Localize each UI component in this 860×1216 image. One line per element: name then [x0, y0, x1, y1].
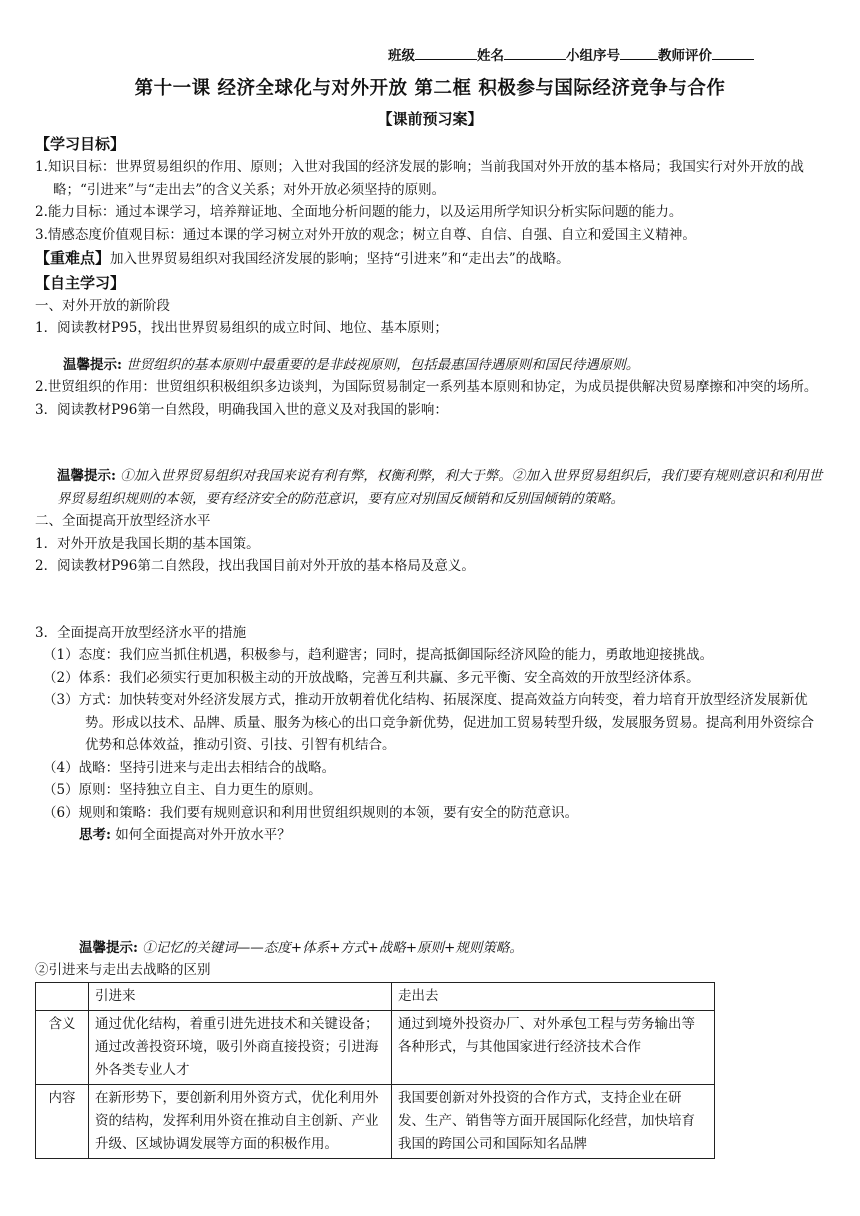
- answer-space[interactable]: [35, 578, 825, 622]
- comparison-table: [35, 982, 715, 1159]
- self-study-heading: 【自主学习】: [35, 273, 126, 292]
- group-blank[interactable]: [620, 45, 658, 60]
- answer-space[interactable]: [35, 340, 825, 354]
- table-row: [36, 1010, 715, 1084]
- table-cell: 在新形势下，要创新利用外资方式，优化利用外资的结构，发挥利用外资在推动自主创新、产业升级、区域协调发展等方面的积极作用。: [89, 1084, 392, 1158]
- teacher-label: 教师评价: [658, 48, 712, 64]
- goal-item: 3.情感态度价值观目标：通过本课的学习树立对外开放的观念；树立自尊、自信、自强、自立和爱国主义精神。: [35, 226, 696, 243]
- table-header-row: [36, 982, 715, 1010]
- row-label: 含义: [36, 1010, 89, 1084]
- key-points-text: 加入世界贸易组织对我国经济发展的影响；坚持“引进来”和“走出去”的战略。: [110, 251, 570, 267]
- tip1-label: 温馨提示:: [63, 356, 122, 373]
- row-label: 内容: [36, 1084, 89, 1158]
- student-info-line: [388, 44, 754, 64]
- name-label: 姓名: [477, 48, 504, 64]
- measure-item: （6）规则和策略：我们要有规则意识和利用世贸组织规则的本领，要有安全的防范意识。: [43, 804, 579, 821]
- tip2: [35, 465, 825, 510]
- section2-item1: 1．对外开放是我国长期的基本国策。: [35, 535, 260, 552]
- answer-space[interactable]: [35, 847, 825, 937]
- tip1: [35, 354, 825, 377]
- answer-space[interactable]: [35, 421, 825, 465]
- class-label: 班级: [388, 48, 415, 64]
- section2-title: 二、全面提高开放型经济水平: [35, 513, 211, 529]
- section2-item2: 2．阅读教材P96第二自然段，找出我国目前对外开放的基本格局及意义。: [35, 558, 475, 574]
- tip2-label: 温馨提示:: [57, 468, 116, 484]
- section2-item3: 3．全面提高开放型经济水平的措施: [35, 624, 247, 641]
- group-label: 小组序号: [566, 48, 620, 64]
- section1-item2: 2.世贸组织的作用：世贸组织积极组织多边谈判，为国际贸易制定一系列基本原则和协定，为成员提供解决贸易摩擦和冲突的场所。: [35, 379, 818, 395]
- measure-item: （3）方式：加快转变对外经济发展方式，推动开放朝着优化结构、拓展深度、提高效益方向转变，着力培育开放型经济发展新优势。形成以技术、品牌、质量、服务为核心的出口竞争新优势，促进加工贸易转型升级，发展服务贸易。提高利用外资综合优势和总体效益，推动引资、引技、引智有机结合。: [43, 692, 814, 753]
- think-text: 如何全面提高对外开放水平？: [115, 827, 291, 843]
- tip3: [35, 937, 825, 960]
- tip1-text: 世贸组织的基本原则中最重要的是非歧视原则，包括最惠国待遇原则和国民待遇原则。: [126, 356, 640, 373]
- measure-item: （1）态度：我们应当抓住机遇，积极参与，趋利避害；同时，提高抵御国际经济风险的能力，勇敢地迎接挑战。: [43, 647, 714, 663]
- section1-item1: 1．阅读教材P95，找出世界贸易组织的成立时间、地位、基本原则；: [35, 320, 448, 336]
- teacher-blank[interactable]: [712, 45, 754, 60]
- section1-item3: 3．阅读教材P96第一自然段，明确我国入世的意义及对我国的影响：: [35, 401, 448, 418]
- worksheet-body: [35, 132, 825, 1159]
- class-blank[interactable]: [415, 45, 477, 60]
- page-subtitle: 【课前预习案】: [377, 110, 483, 128]
- goals-heading: 【学习目标】: [35, 135, 126, 153]
- table-cell: 通过优化结构，着重引进先进技术和关键设备；通过改善投资环境，吸引外商直接投资；引进海外各类专业人才: [89, 1010, 392, 1084]
- goal-item: 2.能力目标：通过本课学习，培养辩证地、全面地分析问题的能力，以及运用所学知识分析实际问题的能力。: [35, 204, 683, 220]
- think-question: [35, 824, 825, 847]
- page-title: 第十一课 经济全球化与对外开放 第二框 积极参与国际经济竞争与合作: [134, 78, 726, 99]
- tip3-text: ①记忆的关键词——态度+体系+方式+战略+原则+规则策略。: [142, 939, 523, 956]
- table-cell: 我国要创新对外投资的合作方式，支持企业在研发、生产、销售等方面开展国际化经营，加快培育我国的跨国公司和国际知名品牌: [392, 1084, 715, 1158]
- name-blank[interactable]: [504, 45, 566, 60]
- table-header-cell: 走出去: [392, 982, 715, 1010]
- tip2-text: ①加入世界贸易组织对我国来说有利有弊，权衡利弊，利大于弊。②加入世界贸易组织后，我们要有规则意识和利用世界贸易组织规则的本领，要有经济安全的防范意识，要有应对别国反倾销和反别国倾销的策略。: [57, 468, 823, 507]
- key-points-label: 【重难点】: [35, 249, 111, 267]
- tip3-sub: ②引进来与走出去战略的区别: [35, 962, 211, 978]
- table-header-cell: 引进来: [89, 982, 392, 1010]
- measure-item: （5）原则：坚持独立自主、自力更生的原则。: [43, 782, 322, 798]
- tip3-label: 温馨提示:: [79, 939, 138, 956]
- table-row: [36, 1084, 715, 1158]
- measure-item: （2）体系：我们必须实行更加积极主动的开放战略，完善互利共赢、多元平衡、安全高效的开放型经济体系。: [43, 669, 700, 686]
- table-header-cell: [36, 982, 89, 1010]
- measure-item: （4）战略：坚持引进来与走出去相结合的战略。: [43, 759, 336, 776]
- goal-item: 1.知识目标：世界贸易组织的作用、原则；入世对我国的经济发展的影响；当前我国对外开放的基本格局；我国实行对外开放的战略；“引进来”与“走出去”的含义关系；对外开放必须坚持的原则。: [35, 159, 804, 198]
- section1-title: 一、对外开放的新阶段: [35, 297, 170, 314]
- think-label: 思考:: [79, 827, 111, 843]
- table-cell: 通过到境外投资办厂、对外承包工程与劳务输出等各种形式，与其他国家进行经济技术合作: [392, 1010, 715, 1084]
- key-points: [35, 246, 825, 271]
